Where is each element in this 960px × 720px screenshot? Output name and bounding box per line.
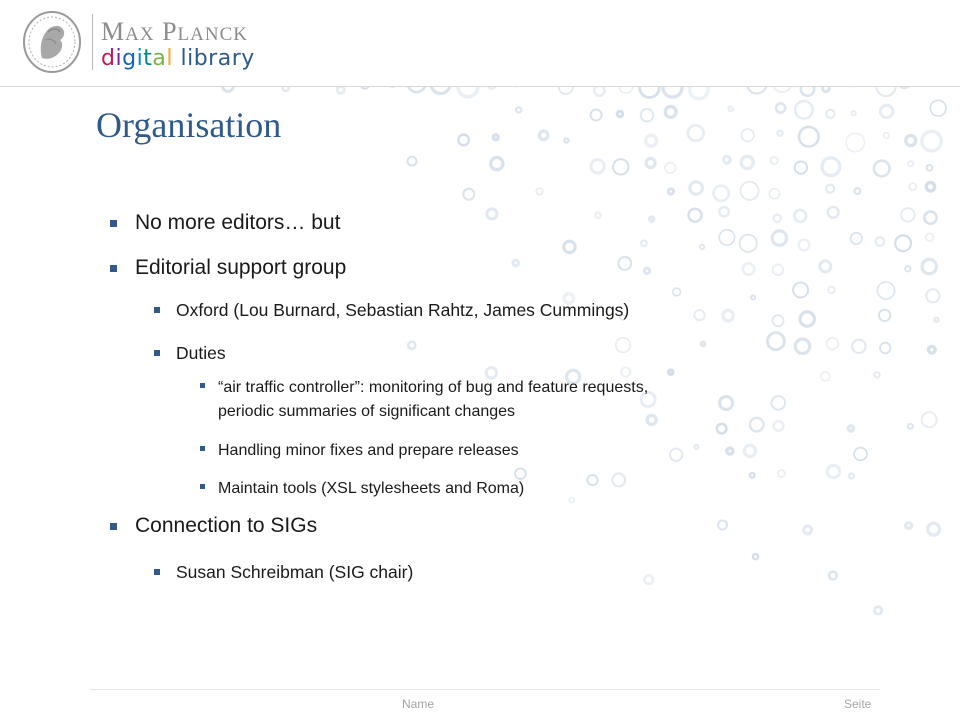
logo-subtitle-letter: l bbox=[166, 46, 173, 71]
bullet-marker bbox=[154, 307, 160, 313]
logo-subtitle-letter: r bbox=[231, 46, 242, 71]
bullet-text: Maintain tools (XSL stylesheets and Roma) bbox=[218, 480, 525, 497]
bullet-marker bbox=[110, 523, 117, 530]
bullet-marker bbox=[154, 569, 160, 575]
sub-sub-bullet-item bbox=[218, 376, 648, 424]
logo-subtitle-letter: y bbox=[241, 46, 255, 71]
logo-initial-p: P bbox=[162, 17, 178, 46]
bullet-marker bbox=[110, 265, 117, 272]
logo-subtitle-letter: a bbox=[152, 46, 167, 71]
bullet-marker bbox=[110, 220, 117, 227]
bullet-item bbox=[135, 514, 317, 538]
logo-subtitle-letter: g bbox=[122, 46, 137, 71]
footer-page-label: Seite bbox=[844, 697, 872, 711]
logo-subtitle-letter: a bbox=[217, 46, 232, 71]
bullet-text-continuation: periodic summaries of significant changes bbox=[218, 403, 516, 420]
bullet-item bbox=[135, 256, 346, 280]
footer-name: Name bbox=[402, 697, 435, 711]
bullet-text: Connection to SIGs bbox=[135, 514, 318, 537]
sub-sub-bullet-item bbox=[218, 439, 519, 463]
sub-bullet-item bbox=[176, 562, 413, 583]
logo-subtitle-letter: i bbox=[115, 46, 123, 71]
sub-bullet-item bbox=[176, 343, 226, 364]
bullet-text: Duties bbox=[176, 343, 226, 363]
logo-subtitle-letter: i bbox=[187, 46, 194, 71]
logo-initial-m: M bbox=[101, 17, 126, 46]
logo-subtitle-letter: b bbox=[193, 46, 209, 71]
bullet-marker bbox=[200, 484, 205, 489]
bullet-text: Susan Schreibman (SIG chair) bbox=[176, 562, 414, 582]
sub-bullet-item bbox=[176, 300, 629, 321]
logo-subtitle-letter: i bbox=[136, 46, 144, 71]
bullet-text: No more editors… but bbox=[135, 211, 341, 234]
bullet-text: “air traffic controller”: monitoring of bug and feature requests, bbox=[218, 379, 649, 396]
logo-subtitle-letter: t bbox=[143, 46, 153, 71]
slide-title: Organisation bbox=[96, 105, 282, 145]
bullet-marker bbox=[200, 383, 205, 388]
bullet-text: Editorial support group bbox=[135, 256, 347, 279]
logo-subtitle-letter: r bbox=[208, 46, 218, 71]
sub-sub-bullet-item bbox=[218, 477, 524, 501]
logo-subtitle-letter: l bbox=[180, 46, 188, 71]
bullet-marker bbox=[200, 446, 205, 451]
bullet-item bbox=[135, 211, 340, 235]
bullet-marker bbox=[154, 350, 160, 356]
bullet-text: Oxford (Lou Burnard, Sebastian Rahtz, James Cummings) bbox=[176, 300, 630, 320]
footer-divider bbox=[90, 689, 880, 690]
logo-subtitle-letter: d bbox=[101, 46, 116, 71]
logo-rest-ax: AX bbox=[125, 24, 155, 45]
logo-rest-lanck: LANCK bbox=[177, 24, 248, 45]
bullet-text: Handling minor fixes and prepare releases bbox=[218, 442, 519, 459]
